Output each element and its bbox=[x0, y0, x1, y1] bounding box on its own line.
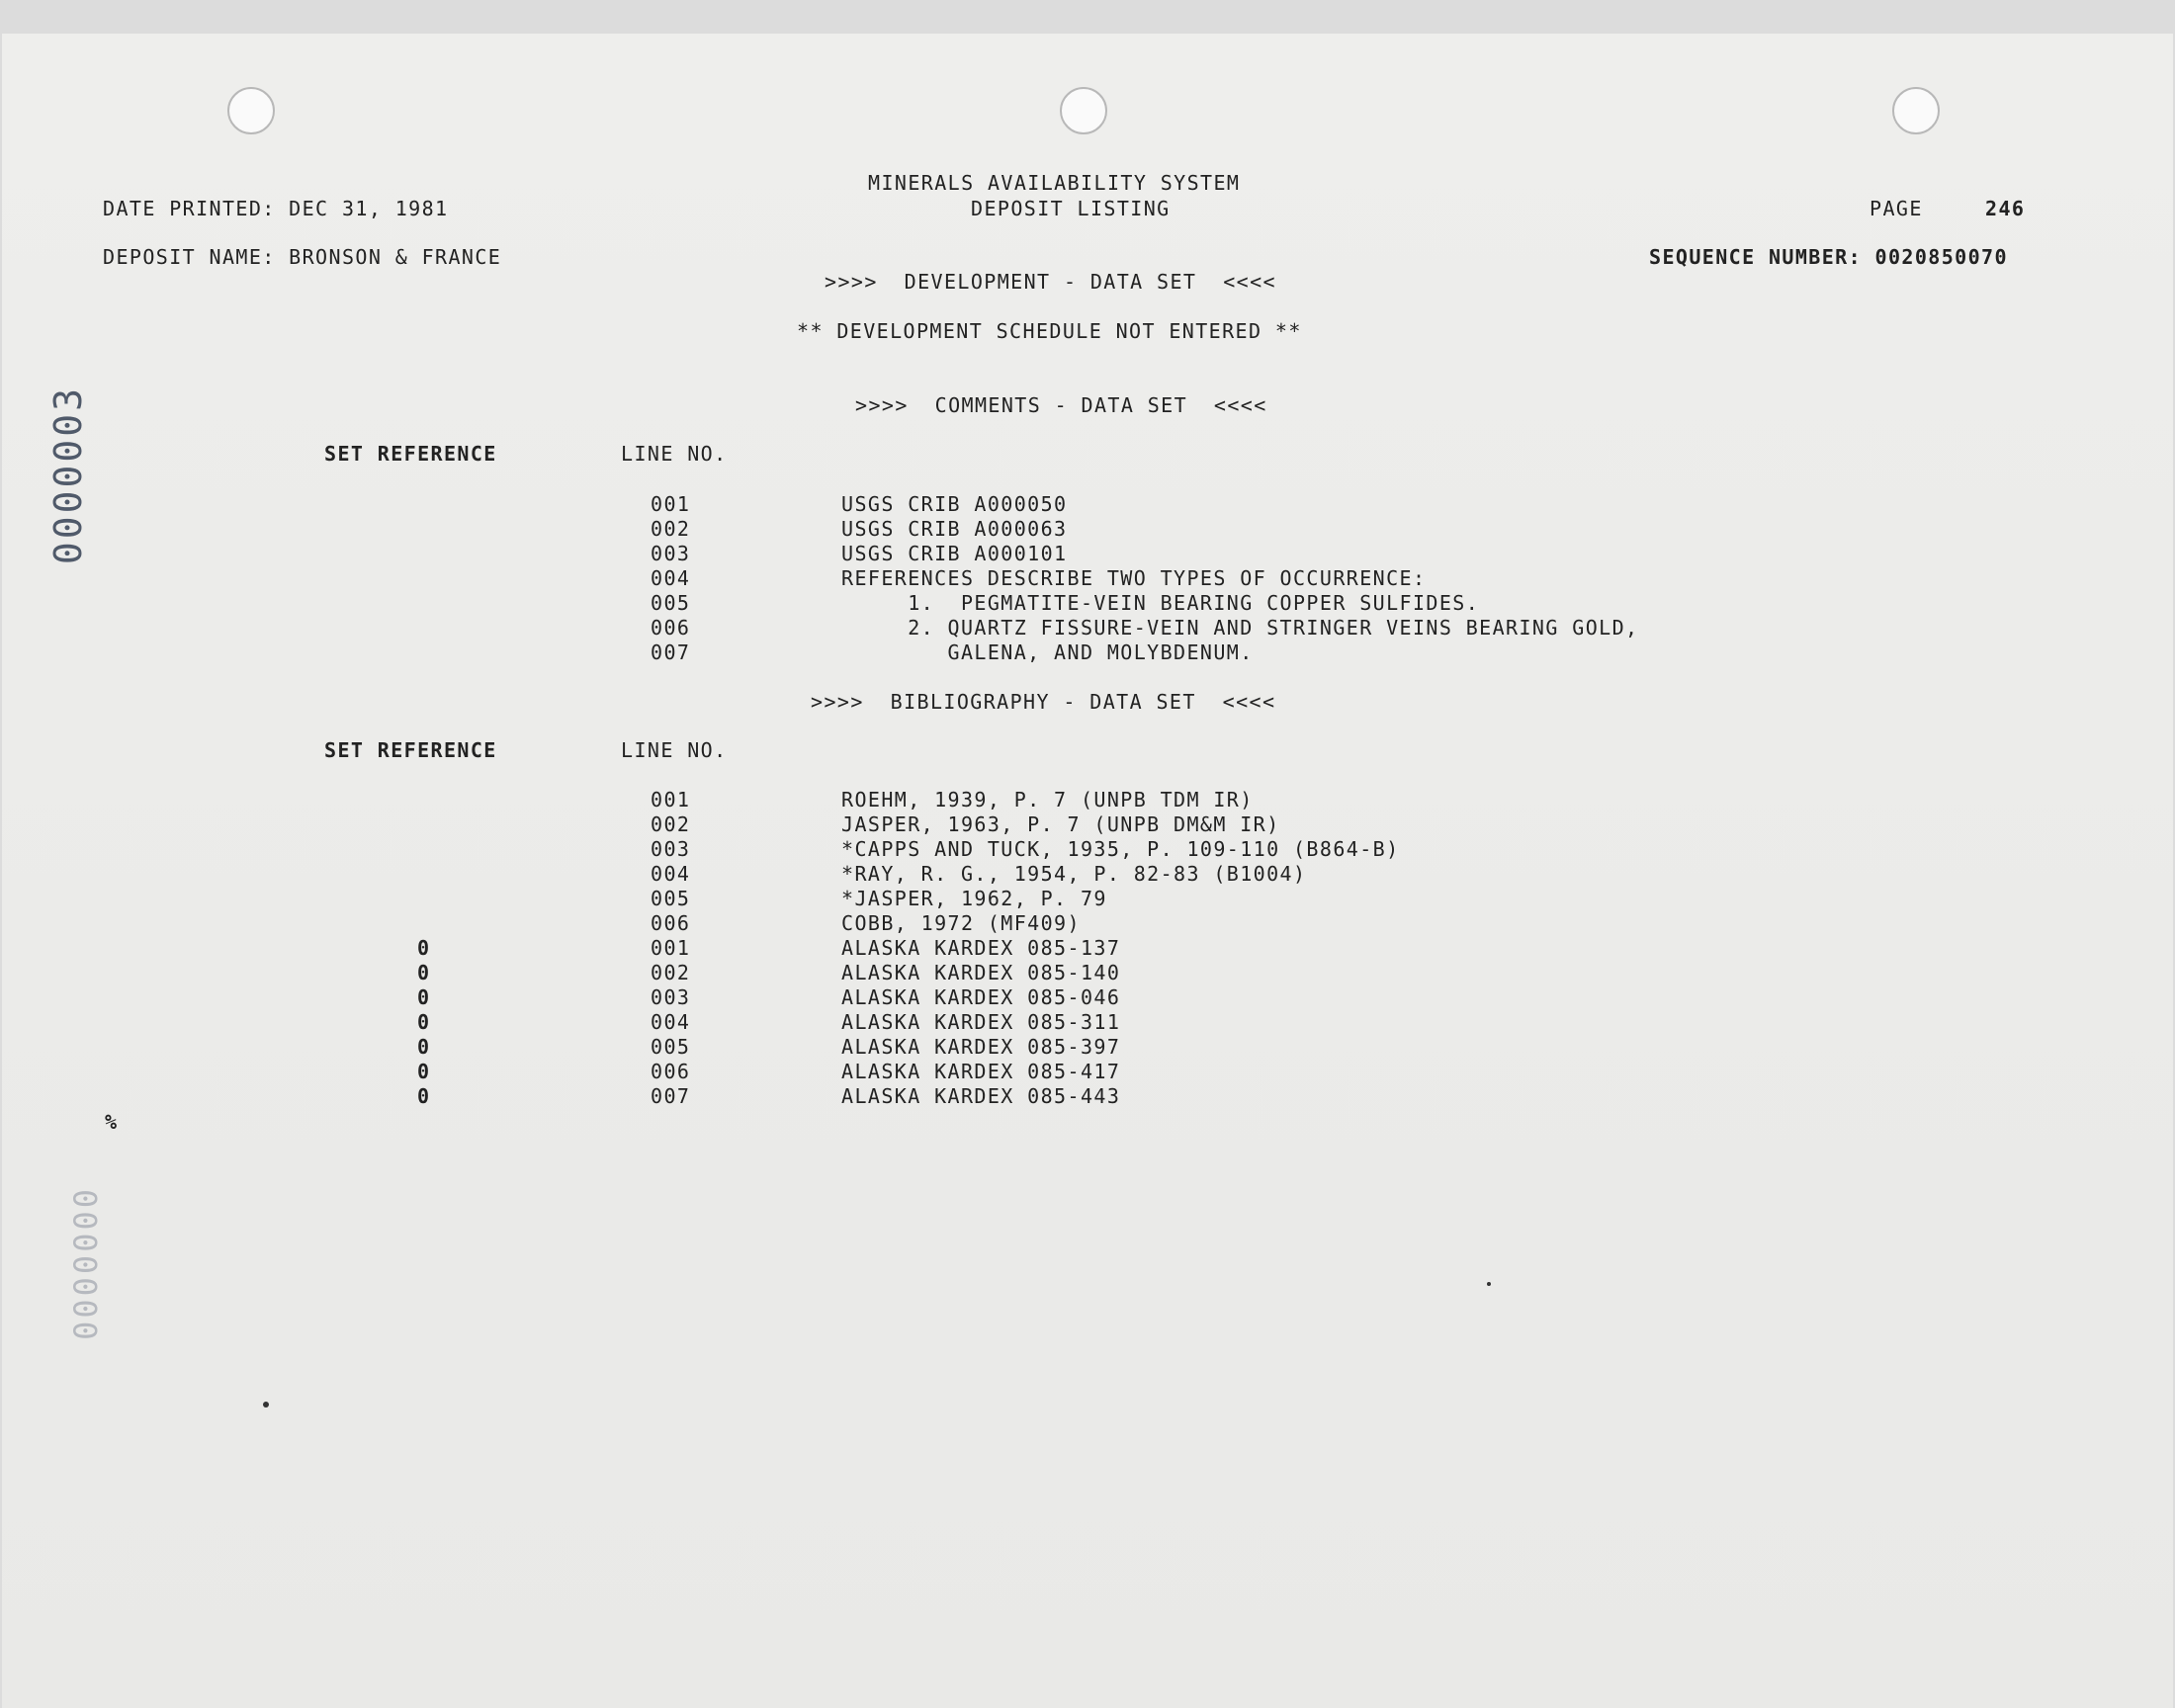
row-text-cell: GALENA, AND MOLYBDENUM. bbox=[841, 640, 1254, 664]
row-text-cell: USGS CRIB A000050 bbox=[841, 492, 1068, 516]
row-text-cell: USGS CRIB A000063 bbox=[841, 517, 1068, 541]
line-number-cell: 007 bbox=[651, 640, 691, 664]
line-number-cell: 005 bbox=[651, 1035, 691, 1059]
print-speck bbox=[1487, 1282, 1491, 1286]
row-text-cell: COBB, 1972 (MF409) bbox=[841, 911, 1081, 935]
comments-section-title: >>>> COMMENTS - DATA SET <<<< bbox=[855, 393, 1267, 417]
row-text-cell: *RAY, R. G., 1954, P. 82-83 (B1004) bbox=[841, 862, 1307, 886]
end-of-listing-mark: % bbox=[105, 1110, 119, 1134]
row-text-cell: 2. QUARTZ FISSURE-VEIN AND STRINGER VEINS BEARING GOLD, bbox=[841, 616, 1639, 640]
line-number-cell: 001 bbox=[651, 788, 691, 811]
line-number-cell: 002 bbox=[651, 517, 691, 541]
row-text-cell: ALASKA KARDEX 085-443 bbox=[841, 1084, 1121, 1108]
row-text-cell: ALASKA KARDEX 085-137 bbox=[841, 936, 1121, 960]
row-text-cell: ALASKA KARDEX 085-046 bbox=[841, 985, 1121, 1009]
set-reference-cell: 0 bbox=[417, 1060, 431, 1083]
report-listing-title: DEPOSIT LISTING bbox=[971, 197, 1171, 220]
sequence-number: SEQUENCE NUMBER: 0020850070 bbox=[1649, 245, 2008, 269]
date-printed: DATE PRINTED: DEC 31, 1981 bbox=[103, 197, 449, 220]
row-text-cell: ROEHM, 1939, P. 7 (UNPB TDM IR) bbox=[841, 788, 1254, 811]
bibliography-col-set-reference: SET REFERENCE bbox=[324, 738, 497, 762]
page-number: 246 bbox=[1985, 197, 2026, 220]
line-number-cell: 003 bbox=[651, 542, 691, 565]
print-speck bbox=[263, 1402, 269, 1408]
line-number-cell: 004 bbox=[651, 566, 691, 590]
line-number-cell: 002 bbox=[651, 961, 691, 984]
row-text-cell: REFERENCES DESCRIBE TWO TYPES OF OCCURRENCE: bbox=[841, 566, 1427, 590]
bibliography-section-title: >>>> BIBLIOGRAPHY - DATA SET <<<< bbox=[811, 690, 1276, 714]
comments-col-line-no: LINE NO. bbox=[621, 442, 728, 466]
line-number-cell: 004 bbox=[651, 1010, 691, 1034]
set-reference-cell: 0 bbox=[417, 936, 431, 960]
bibliography-col-line-no: LINE NO. bbox=[621, 738, 728, 762]
row-text-cell: *CAPPS AND TUCK, 1935, P. 109-110 (B864-B) bbox=[841, 837, 1400, 861]
line-number-cell: 005 bbox=[651, 591, 691, 615]
set-reference-cell: 0 bbox=[417, 1035, 431, 1059]
row-text-cell: USGS CRIB A000101 bbox=[841, 542, 1068, 565]
line-number-cell: 006 bbox=[651, 1060, 691, 1083]
development-note: ** DEVELOPMENT SCHEDULE NOT ENTERED ** bbox=[797, 319, 1302, 343]
row-text-cell: ALASKA KARDEX 085-417 bbox=[841, 1060, 1121, 1083]
deposit-name: DEPOSIT NAME: BRONSON & FRANCE bbox=[103, 245, 502, 269]
line-number-cell: 007 bbox=[651, 1084, 691, 1108]
margin-stamp-faint: 0000000 bbox=[67, 1186, 105, 1340]
row-text-cell: ALASKA KARDEX 085-140 bbox=[841, 961, 1121, 984]
line-number-cell: 005 bbox=[651, 887, 691, 910]
line-number-cell: 001 bbox=[651, 492, 691, 516]
line-number-cell: 002 bbox=[651, 812, 691, 836]
comments-col-set-reference: SET REFERENCE bbox=[324, 442, 497, 466]
page-label: PAGE bbox=[1870, 197, 1923, 220]
line-number-cell: 003 bbox=[651, 985, 691, 1009]
development-section-title: >>>> DEVELOPMENT - DATA SET <<<< bbox=[825, 270, 1276, 294]
punch-hole-left bbox=[227, 87, 275, 134]
row-text-cell: JASPER, 1963, P. 7 (UNPB DM&M IR) bbox=[841, 812, 1280, 836]
report-system-title: MINERALS AVAILABILITY SYSTEM bbox=[868, 171, 1241, 195]
line-number-cell: 001 bbox=[651, 936, 691, 960]
line-number-cell: 006 bbox=[651, 616, 691, 640]
punch-hole-right bbox=[1892, 87, 1940, 134]
margin-stamp: 0000003 bbox=[46, 385, 90, 565]
row-text-cell: *JASPER, 1962, P. 79 bbox=[841, 887, 1107, 910]
set-reference-cell: 0 bbox=[417, 1010, 431, 1034]
line-number-cell: 004 bbox=[651, 862, 691, 886]
row-text-cell: ALASKA KARDEX 085-397 bbox=[841, 1035, 1121, 1059]
set-reference-cell: 0 bbox=[417, 961, 431, 984]
set-reference-cell: 0 bbox=[417, 985, 431, 1009]
row-text-cell: 1. PEGMATITE-VEIN BEARING COPPER SULFIDES. bbox=[841, 591, 1480, 615]
line-number-cell: 003 bbox=[651, 837, 691, 861]
line-number-cell: 006 bbox=[651, 911, 691, 935]
row-text-cell: ALASKA KARDEX 085-311 bbox=[841, 1010, 1121, 1034]
punch-hole-center bbox=[1060, 87, 1107, 134]
set-reference-cell: 0 bbox=[417, 1084, 431, 1108]
